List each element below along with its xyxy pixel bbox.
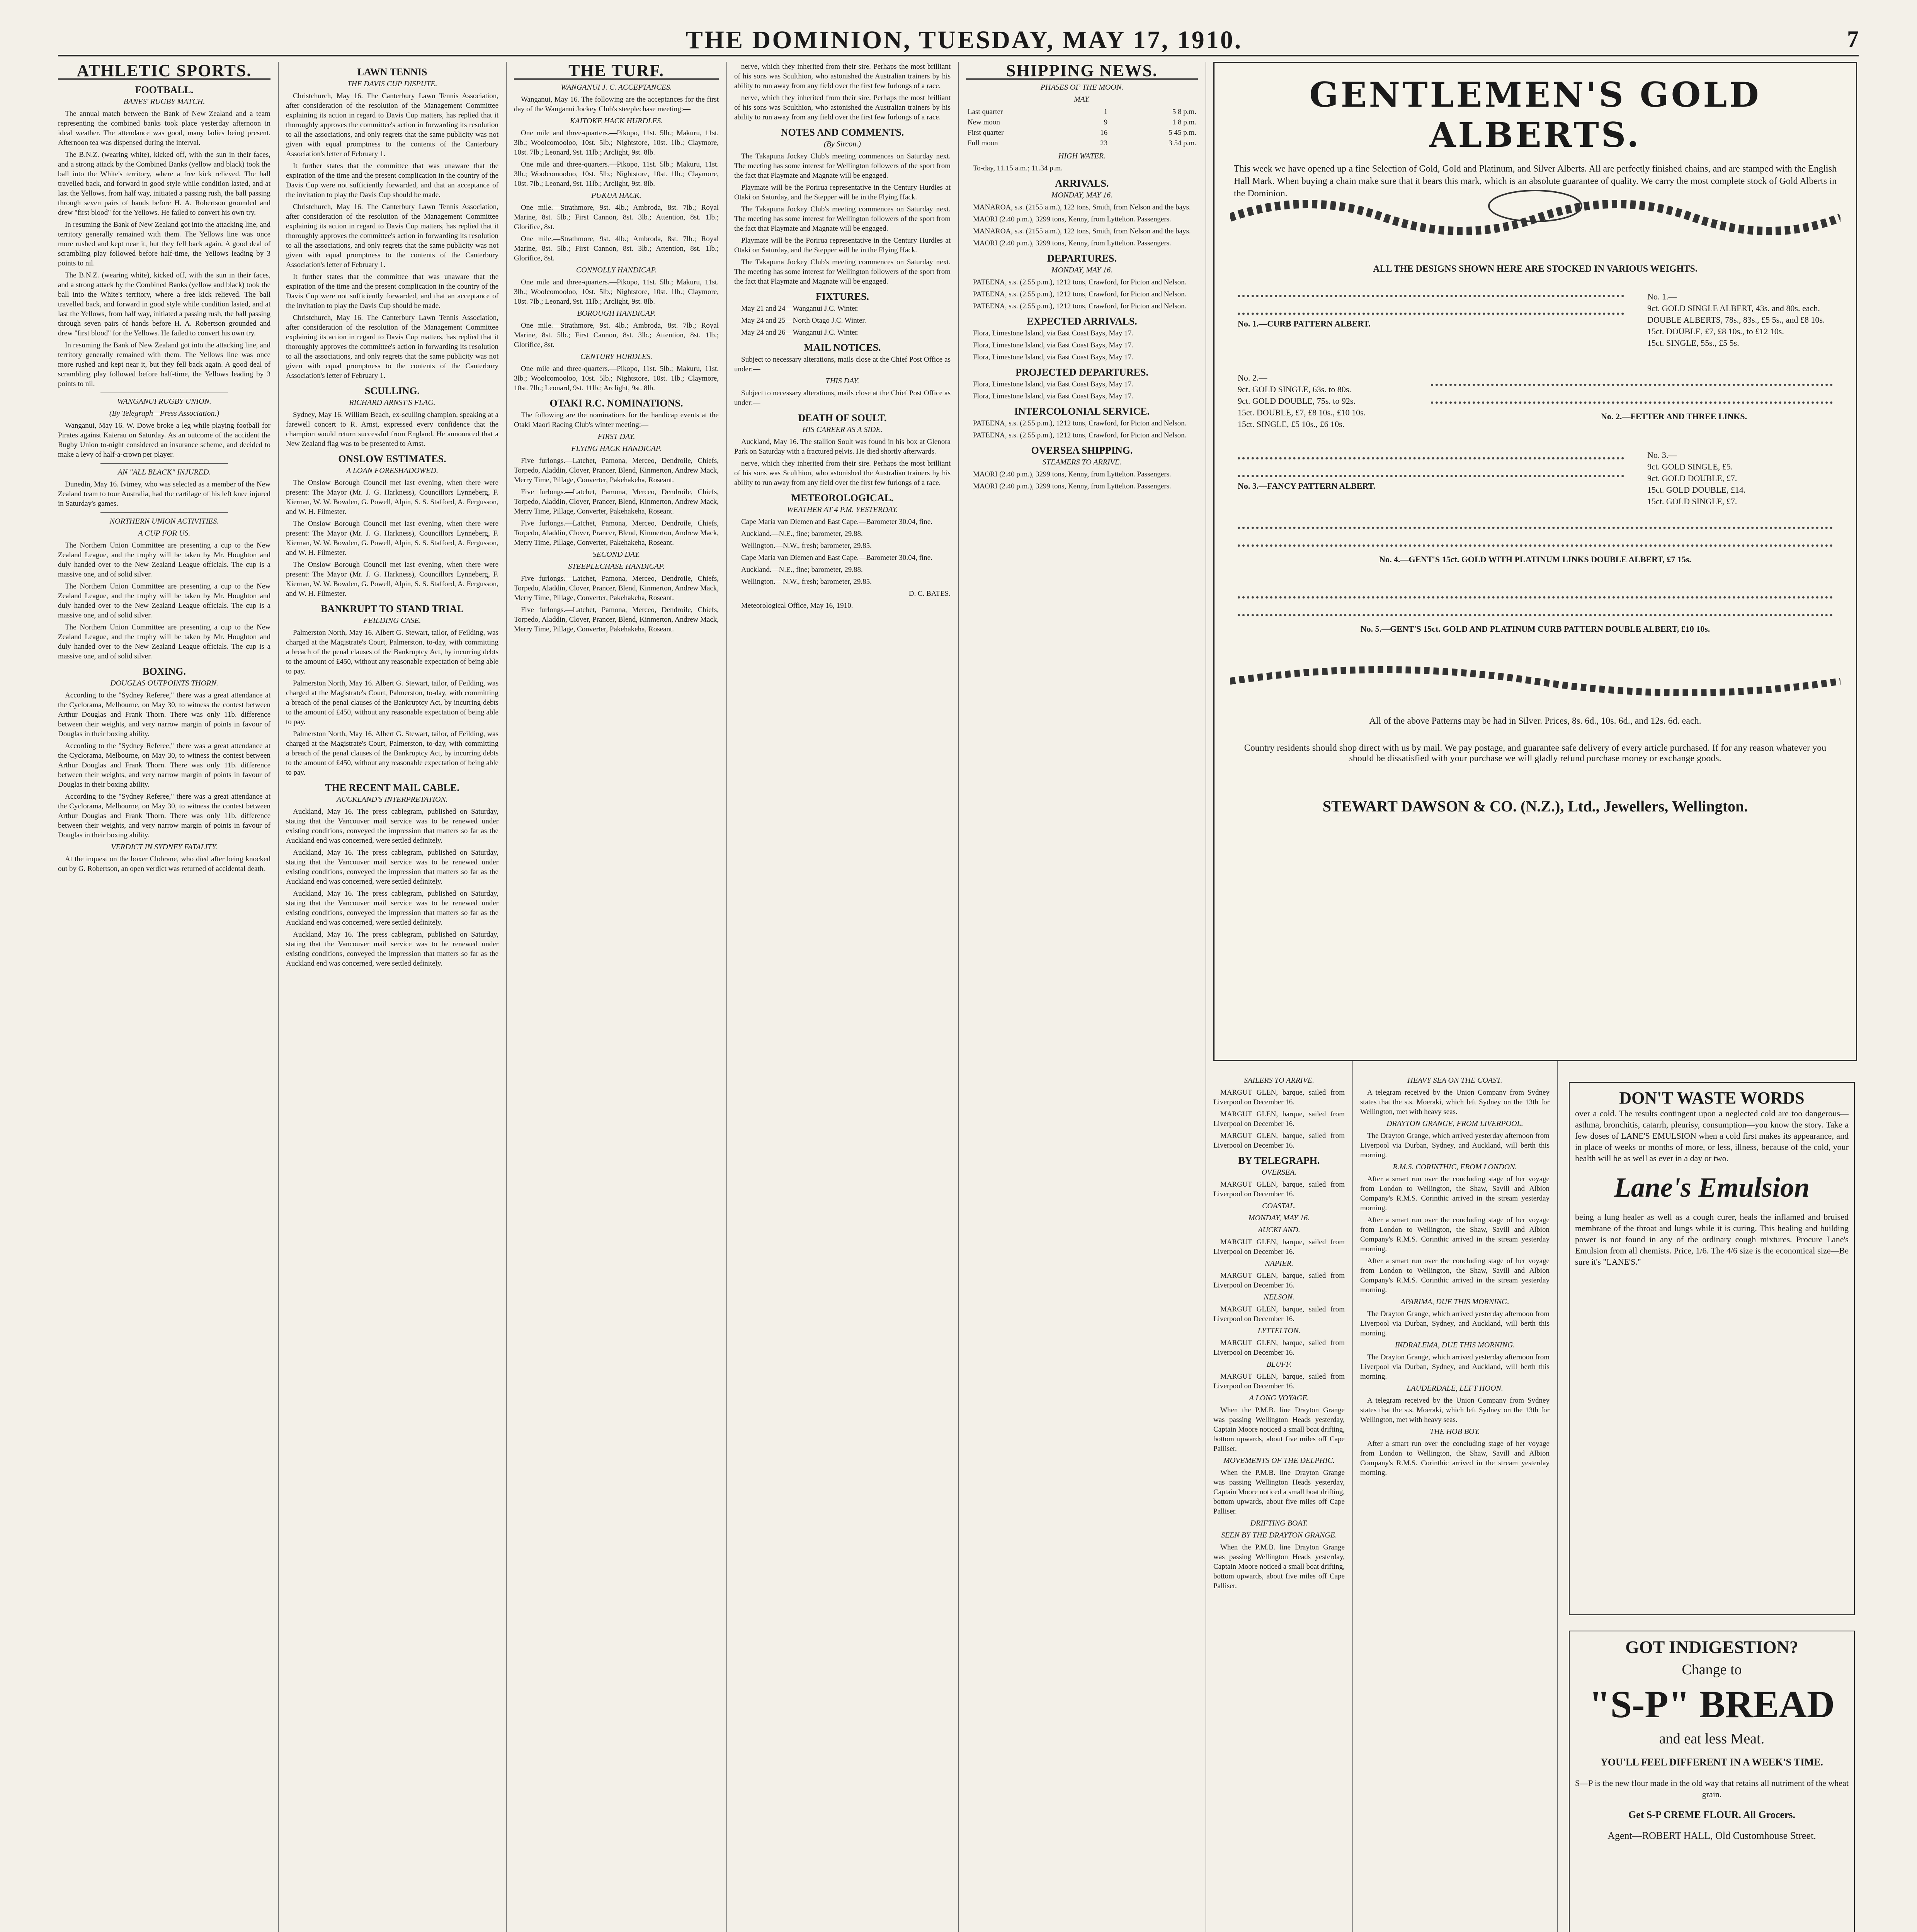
- column-sailers: [1213, 1074, 1345, 1932]
- article-paragraph: Palmerston North, May 16. Albert G. Stewart, tailor, of Feilding, was charged at the Magistrate's Court, Palmerston, to-day, with committing a breach of the penal clauses of the Bankruptcy Act, by incurring debts to the amount of £450, without any reasonable expectation of being able to pay.: [286, 629, 498, 675]
- article-paragraph: The Northern Union Committee are presenting a cup to the New Zealand League, and the trophy will be taken by Mr. Houghton and duly handed over to the New Zealand League officials. The cup is a massive one, and of solid silver.: [58, 623, 270, 660]
- chain-pattern-2: [1431, 384, 1833, 404]
- article-title: COASTAL.: [1262, 1202, 1296, 1210]
- article-paragraph: When the P.M.B. line Drayton Grange was passing Wellington Heads yesterday, Captain Moore noticed a small boat drifting, bottom upwards, about five miles off Cape Palliser.: [1213, 1469, 1345, 1515]
- brand-logo: Lane's Emulsion: [1614, 1172, 1810, 1203]
- shipping-entry: MAORI (2.40 p.m.), 3299 tons, Kenny, from Lyttelton. Passengers.: [973, 215, 1171, 223]
- article-paragraph: After a smart run over the concluding stage of her voyage from London to Wellington, the Shaw, Savill and Albion Company's R.M.S. Corinthic arrived in the stream yesterday morning.: [1360, 1257, 1550, 1294]
- page-number: 7: [1847, 26, 1859, 52]
- column-lawn-tennis: [286, 62, 498, 1932]
- shipping-entry: MAORI (2.40 p.m.), 3299 tons, Kenny, from Lyttelton. Passengers.: [973, 482, 1171, 490]
- article-title: THE DAVIS CUP DISPUTE.: [347, 80, 437, 88]
- article-title: SAILERS TO ARRIVE.: [1243, 1076, 1315, 1085]
- race-entries: Five furlongs.—Latchet, Pamona, Merceo, Dendroile, Chiefs, Torpedo, Aladdin, Clover, Prancer, Blend, Kinmerton, Andrew Mack, Merry Time, Pillage, Converter, Pakehakeha, Roseant.: [514, 606, 719, 633]
- article-title: HIGH WATER.: [1058, 152, 1106, 160]
- article-paragraph: The Drayton Grange, which arrived yesterday afternoon from Liverpool via Durban, Sydney, and Auckland, will berth this morning.: [1360, 1353, 1550, 1381]
- article-paragraph: Sydney, May 16. William Beach, ex-sculling champion, speaking at a farewell concert to R. Arnst, expressed every confidence that the champion would return successful from England. He announced that a New Zealand flag was to be presented to Arnst.: [286, 411, 498, 448]
- subheading: OTAKI R.C. NOMINATIONS.: [549, 398, 683, 409]
- shipping-entry: MARGUT GLEN, barque, sailed from Liverpool on December 16.: [1213, 1180, 1345, 1198]
- port-heading: NELSON.: [1264, 1293, 1294, 1301]
- pattern-label: No. 4.—GENT'S 15ct. GOLD WITH PLATINUM LINKS DOUBLE ALBERT, £7 15s.: [1379, 554, 1691, 564]
- lanes-emulsion-advertisement: [1569, 1082, 1855, 1615]
- weather-report: Auckland.—N.E., fine; barometer, 29.88.: [741, 566, 863, 574]
- article-paragraph: Playmate will be the Porirua representative in the Century Hurdles at Otaki on Saturday, and the Stepper will be in the Flying Hack.: [734, 236, 951, 254]
- article-paragraph: After a smart run over the concluding stage of her voyage from London to Wellington, the Shaw, Savill and Albion Company's R.M.S. Corinthic arrived in the stream yesterday morning.: [1360, 1175, 1550, 1212]
- article-paragraph: The Drayton Grange, which arrived yesterday afternoon from Liverpool via Durban, Sydney, and Auckland, will berth this morning.: [1360, 1310, 1550, 1337]
- table-row: Full moon 23 3 54 p.m.: [968, 139, 1196, 147]
- subheading: LAWN TENNIS: [357, 66, 427, 78]
- shipping-entry: MANAROA, s.s. (2155 a.m.), 122 tons, Smith, from Nelson and the bays.: [973, 227, 1191, 235]
- article-paragraph: The Northern Union Committee are presenting a cup to the New Zealand League, and the trophy will be taken by Mr. Houghton and duly handed over to the New Zealand League officials. The cup is a massive one, and of solid silver.: [58, 541, 270, 578]
- ad-subline: Change to: [1682, 1662, 1742, 1678]
- table-row: Last quarter 1 5 8 p.m.: [968, 108, 1196, 116]
- port-heading: AUCKLAND.: [1258, 1226, 1300, 1234]
- article-paragraph: When the P.M.B. line Drayton Grange was passing Wellington Heads yesterday, Captain Moore noticed a small boat drifting, bottom upwards, about five miles off Cape Palliser.: [1213, 1406, 1345, 1453]
- article-paragraph: Auckland, May 16. The stallion Soult was found in his box at Glenora Park on Saturday with a fractured pelvis. He died shortly afterwards.: [734, 438, 951, 456]
- article-paragraph: A telegram received by the Union Company from Sydney states that the s.s. Moeraki, which left Sydney on the 13th for Wellington, met with heavy seas.: [1360, 1396, 1550, 1424]
- race-entries: One mile and three-quarters.—Pikopo, 11st. 5lb.; Makuru, 11st. 3lb.; Woolcomooloo, 10st. 5lb.; Nightstore, 10st. 1lb.; Claymore, 10st. 7lb.; Leonard, 9st. 11lb.; Arclight, 9st. 8lb.: [514, 278, 719, 306]
- article-paragraph: The B.N.Z. (wearing white), kicked off, with the sun in their faces, and a strong attack by the Combined Banks (yellow and black) took the ball into the White's territory, where a free kick relieved. The ball travelled back, and forward in good style while condition lasted, and at last the Yellows, from half way, initiated a passing rush, the ball passing through seven pairs of hands before H. A. Robertson grounded and drew "first blood" for the Yellows. He failed to convert his own try.: [58, 151, 270, 217]
- article-paragraph: In resuming the Bank of New Zealand got into the attacking line, and territory generally remained with them. The Yellows line was once more rushed and kept near it, but they fell back again. A good deal of scrambling play followed before half-time, the Yellows leading by 3 points to nil.: [58, 341, 270, 388]
- shipping-entry: MARGUT GLEN, barque, sailed from Liverpool on December 16.: [1213, 1132, 1345, 1150]
- article-title: FEILDING CASE.: [363, 616, 421, 625]
- chain-pattern-5: [1238, 596, 1833, 616]
- ad-body: being a lung healer as well as a cough curer, heals the inflamed and bruised membrane of the throat and lungs while it is curing. This healing and building power is not found in any of the ordinary cough mixtures. Procure Lane's Emulsion from all chemists. Price, 1/6. The 4/6 size is the economical size—Be sure it's "LANE'S.": [1575, 1212, 1849, 1267]
- fixture-item: May 24 and 26—Wanganui J.C. Winter.: [741, 328, 859, 337]
- column-rule: [958, 62, 959, 1932]
- article-title: RICHARD ARNST'S FLAG.: [349, 398, 435, 407]
- chain-pattern-1: [1238, 295, 1624, 315]
- section-heading: SHIPPING NEWS.: [966, 66, 1198, 80]
- article-paragraph: Auckland, May 16. The press cablegram, published on Saturday, stating that the Vancouver mail service was to be renewed under existing conditions, conveyed the impression that matters so far as the Auckland end was concerned, were settled definitely.: [286, 808, 498, 845]
- article-title: MOVEMENTS OF THE DELPHIC.: [1223, 1456, 1335, 1465]
- article-title: AN "ALL BLACK" INJURED.: [117, 468, 211, 476]
- article-title: LAUDERDALE, LEFT HOON.: [1407, 1384, 1503, 1393]
- date-heading: MONDAY, MAY 16.: [1051, 266, 1113, 274]
- race-entries: One mile and three-quarters.—Pikopo, 11st. 5lb.; Makuru, 11st. 3lb.; Woolcomooloo, 10st. 5lb.; Nightstore, 10st. 1lb.; Claymore, 10st. 7lb.; Leonard, 9st. 11lb.; Arclight, 9st. 8lb.: [514, 160, 719, 188]
- race-title: PUKUA HACK.: [591, 191, 641, 200]
- column-turf-notes: [734, 62, 951, 1932]
- article-title: STEAMERS TO ARRIVE.: [1042, 458, 1122, 466]
- article-title: APARIMA, DUE THIS MORNING.: [1400, 1298, 1509, 1306]
- signature: D. C. BATES.: [908, 590, 951, 598]
- byline: (By Sircon.): [824, 140, 861, 148]
- article-paragraph: Subject to necessary alterations, mails close at the Chief Post Office as under:—: [734, 355, 951, 373]
- article-title: VERDICT IN SYDNEY FATALITY.: [111, 843, 218, 851]
- weather-report: Wellington.—N.W., fresh; barometer, 29.85.: [741, 542, 872, 550]
- pattern-prices: No. 3.— 9ct. GOLD SINGLE, £5. 9ct. GOLD DOUBLE, £7. 15ct. GOLD DOUBLE, £14. 15ct. GOLD SINGLE, £7.: [1647, 450, 1746, 506]
- race-entries: One mile and three-quarters.—Pikopo, 11st. 5lb.; Makuru, 11st. 3lb.; Woolcomooloo, 10st. 5lb.; Nightstore, 10st. 1lb.; Claymore, 10st. 7lb.; Leonard, 9st. 11lb.; Arclight, 9st. 8lb.: [514, 129, 719, 156]
- column-rule: [726, 62, 727, 1932]
- race-entries: Five furlongs.—Latchet, Pamona, Merceo, Dendroile, Chiefs, Torpedo, Aladdin, Clover, Prancer, Blend, Kinmerton, Andrew Mack, Merry Time, Pillage, Converter, Pakehakeha, Roseant.: [514, 488, 719, 515]
- day-heading: THIS DAY.: [825, 377, 859, 385]
- article-title: A LONG VOYAGE.: [1249, 1394, 1309, 1402]
- article-paragraph: According to the "Sydney Referee," there was a great attendance at the Cyclorama, Melbourne, on May 30, to witness the contest between Arthur Douglas and Frank Thorn. There was only 11b. difference between their weights, and very narrow margin of points in favour of Douglas in their boxing ability.: [58, 742, 270, 789]
- race-title: CONNOLLY HANDICAP.: [576, 266, 657, 274]
- article-paragraph: Christchurch, May 16. The Canterbury Lawn Tennis Association, after consideration of the resolution of the Management Committee explaining its action in regard to Davis Cup matters, has replied that it thoroughly approves the committee's action in forwarding its resolution to all the associations, and only regrets that the same publicity was not given with equal promptness to the contents of the Canterbury Association's letter of February 1.: [286, 92, 498, 158]
- tide-times: To-day, 11.15 a.m.; 11.34 p.m.: [973, 164, 1063, 172]
- article-title: AUCKLAND'S INTERPRETATION.: [337, 795, 448, 804]
- race-entries: Five furlongs.—Latchet, Pamona, Merceo, Dendroile, Chiefs, Torpedo, Aladdin, Clover, Prancer, Blend, Kinmerton, Andrew Mack, Merry Time, Pillage, Converter, Pakehakeha, Roseant.: [514, 457, 719, 484]
- article-title: BANES' RUGBY MATCH.: [123, 97, 205, 106]
- shipping-entry: MAORI (2.40 p.m.), 3299 tons, Kenny, from Lyttelton. Passengers.: [973, 470, 1171, 478]
- article-title: DRAYTON GRANGE, FROM LIVERPOOL.: [1386, 1119, 1523, 1128]
- country-note: Country residents should shop direct with us by mail. We pay postage, and guarantee safe delivery of every article purchased. If for any reason whatever you should be dissatisfied with your purchase we will gladly refund purchase money or exchange goods.: [1244, 743, 1827, 764]
- subheading: DEATH OF SOULT.: [798, 412, 887, 423]
- article-paragraph: nerve, which they inherited from their sire. Perhaps the most brilliant of his sons was Sculthion, who astonished the Australian trainers by his ability to run away from any field over the first few furlongs of a race.: [734, 63, 951, 90]
- subheading: BY TELEGRAPH.: [1238, 1155, 1320, 1166]
- column-rule: [278, 62, 279, 1932]
- article-title: DOUGLAS OUTPOINTS THORN.: [110, 679, 218, 687]
- port-heading: LYTTELTON.: [1257, 1327, 1301, 1335]
- race-entries: Five furlongs.—Latchet, Pamona, Merceo, Dendroile, Chiefs, Torpedo, Aladdin, Clover, Prancer, Blend, Kinmerton, Andrew Mack, Merry Time, Pillage, Converter, Pakehakeha, Roseant.: [514, 519, 719, 547]
- section-heading: ATHLETIC SPORTS.: [58, 66, 270, 80]
- shipping-entry: PATEENA, s.s. (2.55 p.m.), 1212 tons, Crawford, for Picton and Nelson.: [973, 431, 1187, 439]
- race-entries: One mile.—Strathmore, 9st. 4lb.; Ambroda, 8st. 7lb.; Royal Marine, 8st. 5lb.; First Cannon, 8st. 3lb.; Attention, 8st. 1lb.; Glorifice, 8st.: [514, 321, 719, 349]
- divider: [100, 463, 228, 464]
- shipping-entry: MAORI (2.40 p.m.), 3299 tons, Kenny, from Lyttelton. Passengers.: [973, 239, 1171, 247]
- weather-report: Wellington.—N.W., fresh; barometer, 29.85.: [741, 578, 872, 586]
- shipping-entry: Flora, Limestone Island, via East Coast Bays, May 17.: [973, 341, 1133, 349]
- subheading: METEOROLOGICAL.: [791, 492, 894, 503]
- fixture-item: May 21 and 24—Wanganui J.C. Winter.: [741, 304, 859, 313]
- designs-note: ALL THE DESIGNS SHOWN HERE ARE STOCKED IN VARIOUS WEIGHTS.: [1373, 264, 1698, 274]
- subheading: SCULLING.: [364, 385, 420, 396]
- subheading: NOTES AND COMMENTS.: [781, 127, 904, 138]
- article-paragraph: After a smart run over the concluding stage of her voyage from London to Wellington, the Shaw, Savill and Albion Company's R.M.S. Corinthic arrived in the stream yesterday morning.: [1360, 1216, 1550, 1253]
- subheading: BANKRUPT TO STAND TRIAL: [321, 603, 464, 614]
- article-paragraph: According to the "Sydney Referee," there was a great attendance at the Cyclorama, Melbourne, on May 30, to witness the contest between Arthur Douglas and Frank Thorn. There was only 11b. difference between their weights, and very narrow margin of points in favour of Douglas in their boxing ability.: [58, 691, 270, 738]
- ad-tagline: and eat less Meat.: [1659, 1731, 1765, 1747]
- ad-agent: Agent—ROBERT HALL, Old Customhouse Street.: [1607, 1830, 1816, 1841]
- ad-body: over a cold. The results contingent upon a neglected cold are too dangerous—asthma, bronchitis, catarrh, pleurisy, consumption—you know the story. Take a few doses of LANE'S EMULSION when a cold first makes its appearance, and in place of weeks or months of more, or less, illness, because of the cold, your health will be as well as ever in a day or two.: [1575, 1109, 1849, 1163]
- article-paragraph: The annual match between the Bank of New Zealand and a team representing the combined banks took place yesterday afternoon in ideal weather. The attendance was good, many ladies being present. Afternoon tea was dispensed during the interval.: [58, 110, 270, 147]
- article-title: WEATHER AT 4 P.M. YESTERDAY.: [787, 505, 898, 514]
- ad-headline: GOT INDIGESTION?: [1625, 1637, 1798, 1657]
- article-paragraph: nerve, which they inherited from their sire. Perhaps the most brilliant of his sons was Sculthion, who astonished the Australian trainers by his ability to run away from any field over the first few furlongs of a race.: [734, 94, 951, 121]
- subheading: THE RECENT MAIL CABLE.: [325, 782, 459, 793]
- weather-report: Cape Maria van Diemen and East Cape.—Barometer 30.04, fine.: [741, 554, 932, 562]
- shipping-entry: MARGUT GLEN, barque, sailed from Liverpool on December 16.: [1213, 1088, 1345, 1106]
- article-paragraph: The Takapuna Jockey Club's meeting commences on Saturday next. The meeting has some interest for Wellington followers of the sport from the fact that Playmate and Magnate will be engaged.: [734, 205, 951, 233]
- article-title: THE HOB BOY.: [1430, 1427, 1480, 1436]
- article-paragraph: The Takapuna Jockey Club's meeting commences on Saturday next. The meeting has some interest for Wellington followers of the sport from the fact that Playmate and Magnate will be engaged.: [734, 152, 951, 180]
- ad-body: S—P is the new flour made in the old way that retains all nutriment of the wheat grain.: [1575, 1778, 1849, 1799]
- gold-alberts-advertisement: [1213, 62, 1857, 1061]
- race-title: FLYING HACK HANDICAP.: [571, 444, 662, 453]
- table-row: First quarter 16 5 45 p.m.: [968, 129, 1196, 137]
- article-title: INDRALEMA, DUE THIS MORNING.: [1395, 1341, 1515, 1349]
- article-title: DRIFTING BOAT.: [1250, 1519, 1308, 1527]
- chain-illustration-bottom: [1230, 658, 1840, 704]
- article-paragraph: The Onslow Borough Council met last evening, when there were present: The Mayor (Mr. J. G. Harkness), Councillors Lynneberg, F. Kiernan, W. W. Bowden, G. Powell, Alpin, S. S. Stafford, A. Fergusson, and W. H. Filmester.: [286, 479, 498, 516]
- shipping-entry: PATEENA, s.s. (2.55 p.m.), 1212 tons, Crawford, for Picton and Nelson.: [973, 419, 1187, 427]
- article-paragraph: It further states that the committee that was unaware that the expiration of the time and the present complication in the country of the Davis Cup were not sufficiently forwarded, and that an acceptance of the invitation to play the Davis Cup should be made.: [286, 162, 498, 199]
- subheading: ONSLOW ESTIMATES.: [338, 453, 446, 464]
- article-paragraph: Auckland, May 16. The press cablegram, published on Saturday, stating that the Vancouver mail service was to be renewed under existing conditions, conveyed the impression that matters so far as the Auckland end was concerned, were settled definitely.: [286, 930, 498, 968]
- race-entries: One mile and three-quarters.—Pikopo, 11st. 5lb.; Makuru, 11st. 3lb.; Woolcomooloo, 10st. 5lb.; Nightstore, 10st. 1lb.; Claymore, 10st. 7lb.; Leonard, 9st. 11lb.; Arclight, 9st. 8lb.: [514, 365, 719, 392]
- sp-bread-advertisement: [1569, 1631, 1855, 1932]
- subheading: INTERCOLONIAL SERVICE.: [1014, 406, 1150, 417]
- article-paragraph: Playmate will be the Porirua representative in the Century Hurdles at Otaki on Saturday, and the Stepper will be in the Flying Hack.: [734, 184, 951, 201]
- article-title: R.M.S. CORINTHIC, FROM LONDON.: [1393, 1163, 1517, 1171]
- article-subtitle: SEEN BY THE DRAYTON GRANGE.: [1221, 1531, 1337, 1539]
- date-heading: MONDAY, MAY 16.: [1051, 191, 1113, 199]
- shipping-entry: Flora, Limestone Island, via East Coast Bays, May 17.: [973, 329, 1133, 337]
- subheading: OVERSEA SHIPPING.: [1031, 445, 1133, 456]
- article-paragraph: Wanganui, May 16. W. Dowe broke a leg while playing football for Pirates against Kaierau on Saturday. As an outcome of the accident the Rugby Union to-night considered an insurance scheme, and decided to make a levy of half-a-crown per player.: [58, 422, 270, 459]
- shipping-entry: MARGUT GLEN, barque, sailed from Liverpool on December 16.: [1213, 1339, 1345, 1357]
- article-title: HIS CAREER AS A SIDE.: [802, 425, 883, 434]
- article-title: HEAVY SEA ON THE COAST.: [1407, 1076, 1502, 1085]
- chain-illustration: [1230, 183, 1840, 252]
- race-title: CENTURY HURDLES.: [580, 352, 653, 361]
- signature-office: Meteorological Office, May 16, 1910.: [741, 602, 853, 610]
- brand-name: "S-P" BREAD: [1589, 1683, 1835, 1726]
- article-paragraph: The Onslow Borough Council met last evening, when there were present: The Mayor (Mr. J. G. Harkness), Councillors Lynneberg, F. Kiernan, W. W. Bowden, G. Powell, Alpin, S. S. Stafford, A. Fergusson, and W. H. Filmester.: [286, 561, 498, 598]
- column-shipping-items: [1360, 1074, 1550, 1932]
- pattern-label: No. 2.—FETTER AND THREE LINKS.: [1601, 412, 1747, 421]
- article-title: A LOAN FORESHADOWED.: [346, 466, 438, 475]
- ad-title: GENTLEMEN'S GOLD ALBERTS.: [1309, 75, 1761, 155]
- article-paragraph: In resuming the Bank of New Zealand got into the attacking line, and territory generally remained with them. The Yellows line was once more rushed and kept near it, but they fell back again. A good deal of scrambling play followed before half-time, the Yellows leading by 3 points to nil.: [58, 221, 270, 267]
- shipping-entry: PATEENA, s.s. (2.55 p.m.), 1212 tons, Crawford, for Picton and Nelson.: [973, 278, 1187, 286]
- shipping-entry: MARGUT GLEN, barque, sailed from Liverpool on December 16.: [1213, 1372, 1345, 1390]
- subheading: PROJECTED DEPARTURES.: [1015, 367, 1148, 378]
- fixture-item: May 24 and 25—North Otago J.C. Winter.: [741, 316, 866, 325]
- advertiser-name: STEWART DAWSON & CO. (N.Z.), Ltd., Jewellers, Wellington.: [1322, 798, 1748, 815]
- article-paragraph: It further states that the committee that was unaware that the expiration of the time and the present complication in the country of the Davis Cup were not sufficiently forwarded, and that an acceptance of the invitation to play the Davis Cup should be made.: [286, 273, 498, 310]
- column-the-turf: [514, 62, 719, 1932]
- subheading: ARRIVALS.: [1055, 178, 1109, 189]
- day-heading: SECOND DAY.: [592, 550, 640, 559]
- race-title: BOROUGH HANDICAP.: [577, 309, 656, 318]
- shipping-entry: PATEENA, s.s. (2.55 p.m.), 1212 tons, Crawford, for Picton and Nelson.: [973, 290, 1187, 298]
- article-paragraph: Christchurch, May 16. The Canterbury Lawn Tennis Association, after consideration of the resolution of the Management Committee explaining its action in regard to Davis Cup matters, has replied that it thoroughly approves the committee's action in forwarding its resolution to all the associations, and only regrets that the same publicity was not given with equal promptness to the contents of the Canterbury Association's letter of February 1.: [286, 203, 498, 269]
- shipping-entry: MARGUT GLEN, barque, sailed from Liverpool on December 16.: [1213, 1238, 1345, 1256]
- shipping-entry: Flora, Limestone Island, via East Coast Bays, May 17.: [973, 353, 1133, 361]
- ad-claim: YOU'LL FEEL DIFFERENT IN A WEEK'S TIME.: [1601, 1757, 1823, 1768]
- race-entries: One mile.—Strathmore, 9st. 4lb.; Ambroda, 8st. 7lb.; Royal Marine, 8st. 5lb.; First Cannon, 8st. 3lb.; Attention, 8st. 1lb.; Glorifice, 8st.: [514, 235, 719, 262]
- article-paragraph: When the P.M.B. line Drayton Grange was passing Wellington Heads yesterday, Captain Moore noticed a small boat drifting, bottom upwards, about five miles off Cape Palliser.: [1213, 1543, 1345, 1590]
- article-title: WANGANUI J. C. ACCEPTANCES.: [561, 83, 672, 92]
- ad-lead-text: This week we have opened up a fine Selection of Gold, Gold and Platinum, and Silver Alberts. All are perfectly finished chains, and are stamped with the English Hall Mark. When buying a chain make sure that it bears this mark, which is an absolute guarantee of quality. We carry the most complete stock of Gold Alberts in the Dominion.: [1234, 164, 1837, 199]
- article-paragraph: The Drayton Grange, which arrived yesterday afternoon from Liverpool via Durban, Sydney, and Auckland, will berth this morning.: [1360, 1132, 1550, 1159]
- article-paragraph: The B.N.Z. (wearing white), kicked off, with the sun in their faces, and a strong attack by the Combined Banks (yellow and black) took the ball into the White's territory, where a free kick relieved. The ball travelled back, and forward in good style while condition lasted, and at last the Yellows, from half way, initiated a passing rush, the ball passing through seven pairs of hands before H. A. Robertson grounded and drew "first blood" for the Yellows. He failed to convert his own try.: [58, 271, 270, 337]
- column-shipping-news: [966, 62, 1198, 1932]
- moon-phase-table: [966, 107, 1198, 148]
- subheading: DEPARTURES.: [1047, 253, 1117, 264]
- chain-pattern-3: [1238, 457, 1624, 477]
- article-paragraph: Auckland, May 16. The press cablegram, published on Saturday, stating that the Vancouver mail service was to be renewed under existing conditions, conveyed the impression that matters so far as the Auckland end was concerned, were settled definitely.: [286, 889, 498, 927]
- port-heading: BLUFF.: [1266, 1360, 1292, 1369]
- ad-stockist: Get S-P CREME FLOUR. All Grocers.: [1628, 1809, 1796, 1820]
- shipping-entry: MARGUT GLEN, barque, sailed from Liverpool on December 16.: [1213, 1272, 1345, 1289]
- port-heading: NAPIER.: [1265, 1259, 1293, 1268]
- article-paragraph: After a smart run over the concluding stage of her voyage from London to Wellington, the Shaw, Savill and Albion Company's R.M.S. Corinthic arrived in the stream yesterday morning.: [1360, 1440, 1550, 1477]
- article-paragraph: The Northern Union Committee are presenting a cup to the New Zealand League, and the trophy will be taken by Mr. Houghton and duly handed over to the New Zealand League officials. The cup is a massive one, and of solid silver.: [58, 582, 270, 619]
- article-paragraph: The Takapuna Jockey Club's meeting commences on Saturday next. The meeting has some interest for Wellington followers of the sport from the fact that Playmate and Magnate will be engaged.: [734, 258, 951, 286]
- day-heading: FIRST DAY.: [597, 432, 635, 441]
- byline: (By Telegraph—Press Association.): [109, 409, 219, 418]
- subheading: EXPECTED ARRIVALS.: [1027, 316, 1137, 327]
- subheading: MAIL NOTICES.: [804, 342, 881, 353]
- pattern-label: No. 3.—FANCY PATTERN ALBERT.: [1238, 481, 1376, 491]
- shipping-entry: PATEENA, s.s. (2.55 p.m.), 1212 tons, Crawford, for Picton and Nelson.: [973, 302, 1187, 310]
- subheading: FOOTBALL.: [135, 84, 194, 95]
- article-title: OVERSEA.: [1261, 1168, 1297, 1177]
- divider: [100, 512, 228, 513]
- masthead: [58, 12, 1859, 56]
- article-paragraph: According to the "Sydney Referee," there was a great attendance at the Cyclorama, Melbourne, on May 30, to witness the contest between Arthur Douglas and Frank Thorn. There was only 11b. difference between their weights, and very narrow margin of points in favour of Douglas in their boxing ability.: [58, 793, 270, 839]
- article-paragraph: The Onslow Borough Council met last evening, when there were present: The Mayor (Mr. J. G. Harkness), Councillors Lynneberg, F. Kiernan, W. W. Bowden, G. Powell, Alpin, S. S. Stafford, A. Fergusson, and W. H. Filmester.: [286, 520, 498, 557]
- subheading: BOXING.: [143, 666, 186, 677]
- pattern-prices: No. 2.— 9ct. GOLD SINGLE, 63s. to 80s. 9ct. GOLD DOUBLE, 75s. to 92s. 15ct. DOUBLE, £7, £8 10s., £10 10s. 15ct. SINGLE, £5 10s., £6 10s.: [1238, 373, 1366, 429]
- pattern-prices: No. 1.— 9ct. GOLD SINGLE ALBERT, 43s. and 80s. each. DOUBLE ALBERTS, 78s., 83s., £5 5s., and £8 10s. 15ct. DOUBLE, £7, £8 10s., to £12 10s. 15ct. SINGLE, 55s., £5 5s.: [1647, 292, 1825, 348]
- silver-note: All of the above Patterns may be had in Silver. Prices, 8s. 6d., 10s. 6d., and 12s. 6d. each.: [1369, 716, 1701, 726]
- article-paragraph: Christchurch, May 16. The Canterbury Lawn Tennis Association, after consideration of the resolution of the Management Committee explaining its action in regard to Davis Cup matters, has replied that it thoroughly approves the committee's action in forwarding its resolution to all the associations, and only regrets that the same publicity was not given with equal promptness to the contents of the Canterbury Association's letter of February 1.: [286, 314, 498, 380]
- article-paragraph: nerve, which they inherited from their sire. Perhaps the most brilliant of his sons was Sculthion, who astonished the Australian trainers by his ability to run away from any field over the first few furlongs of a race.: [734, 459, 951, 487]
- subheading: FIXTURES.: [816, 291, 869, 302]
- article-paragraph: Palmerston North, May 16. Albert G. Stewart, tailor, of Feilding, was charged at the Magistrate's Court, Palmerston, to-day, with committing a breach of the penal clauses of the Bankruptcy Act, by incurring debts to the amount of £450, without any reasonable expectation of being able to pay.: [286, 679, 498, 726]
- shipping-entry: MANAROA, s.s. (2155 a.m.), 122 tons, Smith, from Nelson and the bays.: [973, 203, 1191, 211]
- section-heading: THE TURF.: [514, 66, 719, 80]
- shipping-entry: Flora, Limestone Island, via East Coast Bays, May 17.: [973, 392, 1133, 400]
- shipping-entry: MARGUT GLEN, barque, sailed from Liverpool on December 16.: [1213, 1110, 1345, 1128]
- shipping-entry: MARGUT GLEN, barque, sailed from Liverpool on December 16.: [1213, 1305, 1345, 1323]
- pattern-label: No. 5.—GENT'S 15ct. GOLD AND PLATINUM CURB PATTERN DOUBLE ALBERT, £10 10s.: [1360, 624, 1710, 634]
- newspaper-title: THE DOMINION, TUESDAY, MAY 17, 1910.: [685, 26, 1243, 54]
- weather-report: Cape Maria van Diemen and East Cape.—Barometer 30.04, fine.: [741, 518, 932, 526]
- article-paragraph: A telegram received by the Union Company from Sydney states that the s.s. Moeraki, which left Sydney on the 13th for Wellington, met with heavy seas.: [1360, 1088, 1550, 1116]
- column-rule: [506, 62, 507, 1932]
- race-title: KAITOKE HACK HURDLES.: [570, 117, 663, 125]
- article-paragraph: Auckland, May 16. The press cablegram, published on Saturday, stating that the Vancouver mail service was to be renewed under existing conditions, conveyed the impression that matters so far as the Auckland end was concerned, were settled definitely.: [286, 849, 498, 886]
- weather-report: Auckland.—N.E., fine; barometer, 29.88.: [741, 530, 863, 538]
- race-entries: Five furlongs.—Latchet, Pamona, Merceo, Dendroile, Chiefs, Torpedo, Aladdin, Clover, Prancer, Blend, Kinmerton, Andrew Mack, Merry Time, Pillage, Converter, Pakehakeha, Roseant.: [514, 575, 719, 602]
- article-paragraph: At the inquest on the boxer Clobrane, who died after being knocked out by G. Robertson, an open verdict was returned of accidental death.: [58, 855, 270, 873]
- race-title: STEEPLECHASE HANDICAP.: [568, 562, 665, 571]
- month-label: MAY.: [1073, 95, 1090, 104]
- article-paragraph: The following are the nominations for the handicap events at the Otaki Maori Racing Club's winter meeting:—: [514, 411, 719, 429]
- article-title: PHASES OF THE MOON.: [1040, 83, 1124, 92]
- article-paragraph: Subject to necessary alterations, mails close at the Chief Post Office as under:—: [734, 389, 951, 407]
- race-entries: One mile.—Strathmore, 9st. 4lb.; Ambroda, 8st. 7lb.; Royal Marine, 8st. 5lb.; First Cannon, 8st. 3lb.; Attention, 8st. 1lb.; Glorifice, 8st.: [514, 204, 719, 231]
- article-paragraph: Wanganui, May 16. The following are the acceptances for the first day of the Wanganui Jockey Club's steeplechase meeting:—: [514, 95, 719, 113]
- shipping-entry: Flora, Limestone Island, via East Coast Bays, May 17.: [973, 380, 1133, 388]
- table-row: New moon 9 1 8 p.m.: [968, 118, 1196, 126]
- ad-headline: DON'T WASTE WORDS: [1619, 1088, 1805, 1107]
- chain-pattern-4: [1238, 527, 1833, 547]
- column-athletic-sports: [58, 62, 270, 1932]
- article-paragraph: Dunedin, May 16. Ivimey, who was selected as a member of the New Zealand team to tour Australia, had the cartilage of his left knee injured in Saturday's games.: [58, 480, 270, 508]
- article-paragraph: Palmerston North, May 16. Albert G. Stewart, tailor, of Feilding, was charged at the Magistrate's Court, Palmerston, to-day, with committing a breach of the penal clauses of the Bankruptcy Act, by incurring debts to the amount of £450, without any reasonable expectation of being able to pay.: [286, 730, 498, 777]
- pattern-label: No. 1.—CURB PATTERN ALBERT.: [1238, 319, 1371, 328]
- article-title: WANGANUI RUGBY UNION.: [117, 397, 211, 406]
- date-heading: MONDAY, MAY 16.: [1248, 1214, 1310, 1222]
- article-subtitle: A CUP FOR US.: [138, 529, 191, 537]
- article-title: NORTHERN UNION ACTIVITIES.: [109, 517, 219, 526]
